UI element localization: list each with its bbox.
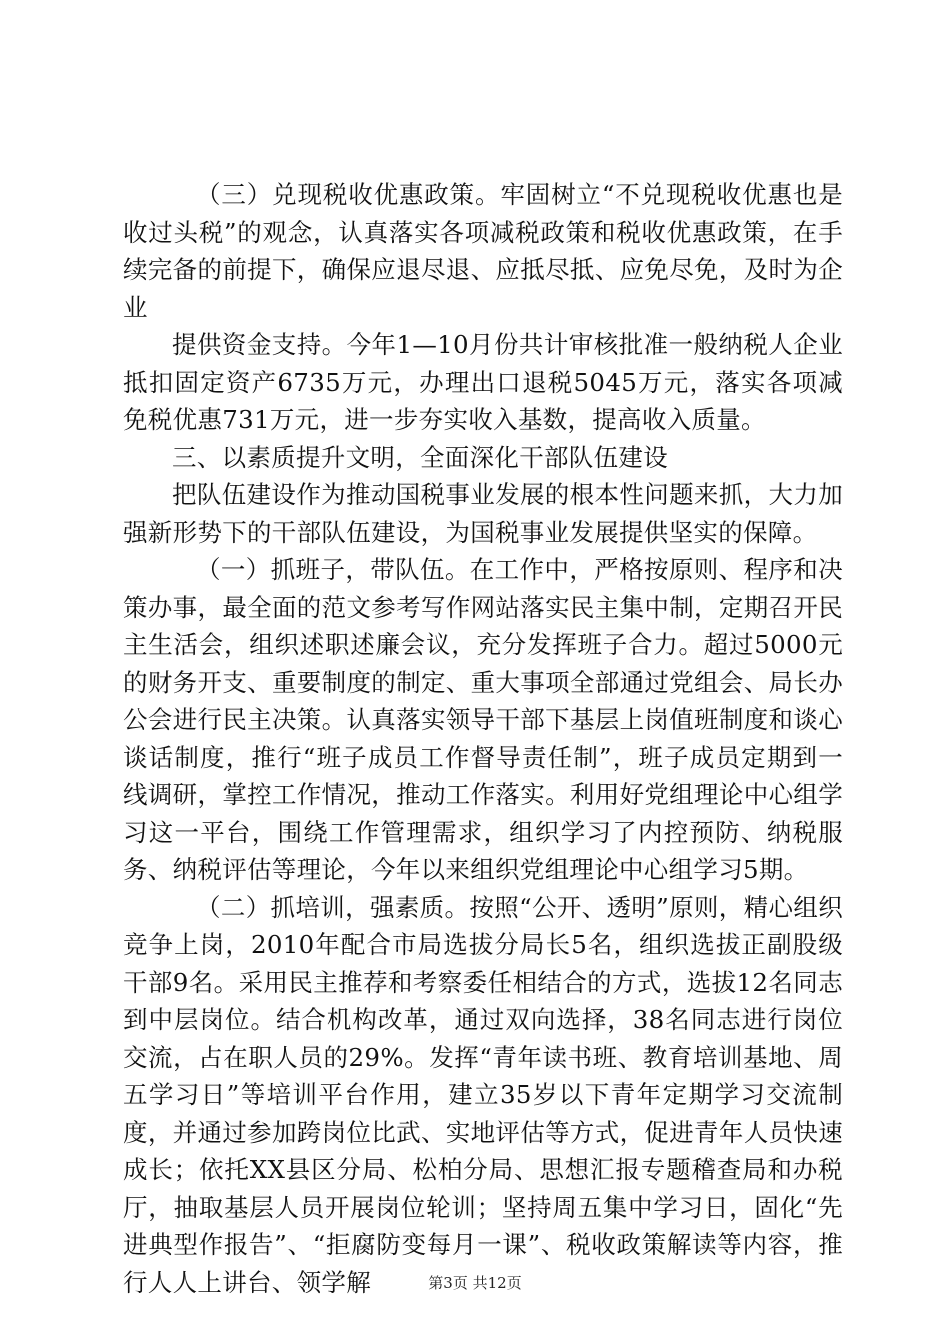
paragraph-team-building-intro: 把队伍建设作为推动国税事业发展的根本性问题来抓，大力加强新形势下的干部队伍建设，为国税事业发展提供坚实的保障。 <box>123 480 843 547</box>
page-number-footer: 第3页 共12页 <box>428 1274 522 1292</box>
section-heading-3: 三、以素质提升文明，全面深化干部队伍建设 <box>172 442 668 472</box>
paragraph-funding-support: 提供资金支持。今年1—10月份共计审核批准一般纳税人企业抵扣固定资产6735万元，办理出口退税5045万元，落实各项减免税优惠731万元，进一步夯实收入基数，提高收入质量。 <box>123 330 843 434</box>
paragraph-leadership-team: （一）抓班子，带队伍。在工作中，严格按原则、程序和决策办事，最全面的范文参考写作网站落实民主集中制，定期召开民主生活会，组织述职述廉会议，充分发挥班子合力。超过5000元的财务开支、重要制度的制定、重大事项全部通过党组会、局长办公会进行民主决策。认真落实领导干部下基层上岗值班制度和谈心谈话制度，推行“班子成员工作督导责任制”，班子成员定期到一线调研，掌控工作情况，推动工作落实。利用好党组理论中心组学习这一平台，围绕工作管理需求，组织学习了内控预防、纳税服务、纳税评估等理论，今年以来组织党组理论中心组学习5期。 <box>123 555 843 884</box>
paragraph-training: （二）抓培训，强素质。按照“公开、透明”原则，精心组织竞争上岗，2010年配合市局选拔分局长5名，组织选拔正副股级干部9名。采用民主推荐和考察委任相结合的方式，选拔12名同志到中层岗位。结合机构改革，通过双向选择，38名同志进行岗位交流，占在职人员的29%。发挥“青年读书班、教育培训基地、周五学习日”等培训平台作用，建立35岁以下青年定期学习交流制度，并通过参加跨岗位比武、实地评估等方式，促进青年人员快速成长；依托XX县区分局、松柏分局、思想汇报专题稽查局和办税厅，抽取基层人员开展岗位轮训；坚持周五集中学习日，固化“先进典型作报告”、“拒腐防变每月一课”、税收政策解读等内容，推行人人上讲台、领学解 <box>123 892 843 1297</box>
paragraph-tax-incentives: （三）兑现税收优惠政策。牢固树立“不兑现税收优惠也是收过头税”的观念，认真落实各项减税政策和税收优惠政策，在手续完备的前提下，确保应退尽退、应抵尽抵、应免尽免，及时为企业 <box>123 180 843 322</box>
document-body <box>123 176 843 1301</box>
